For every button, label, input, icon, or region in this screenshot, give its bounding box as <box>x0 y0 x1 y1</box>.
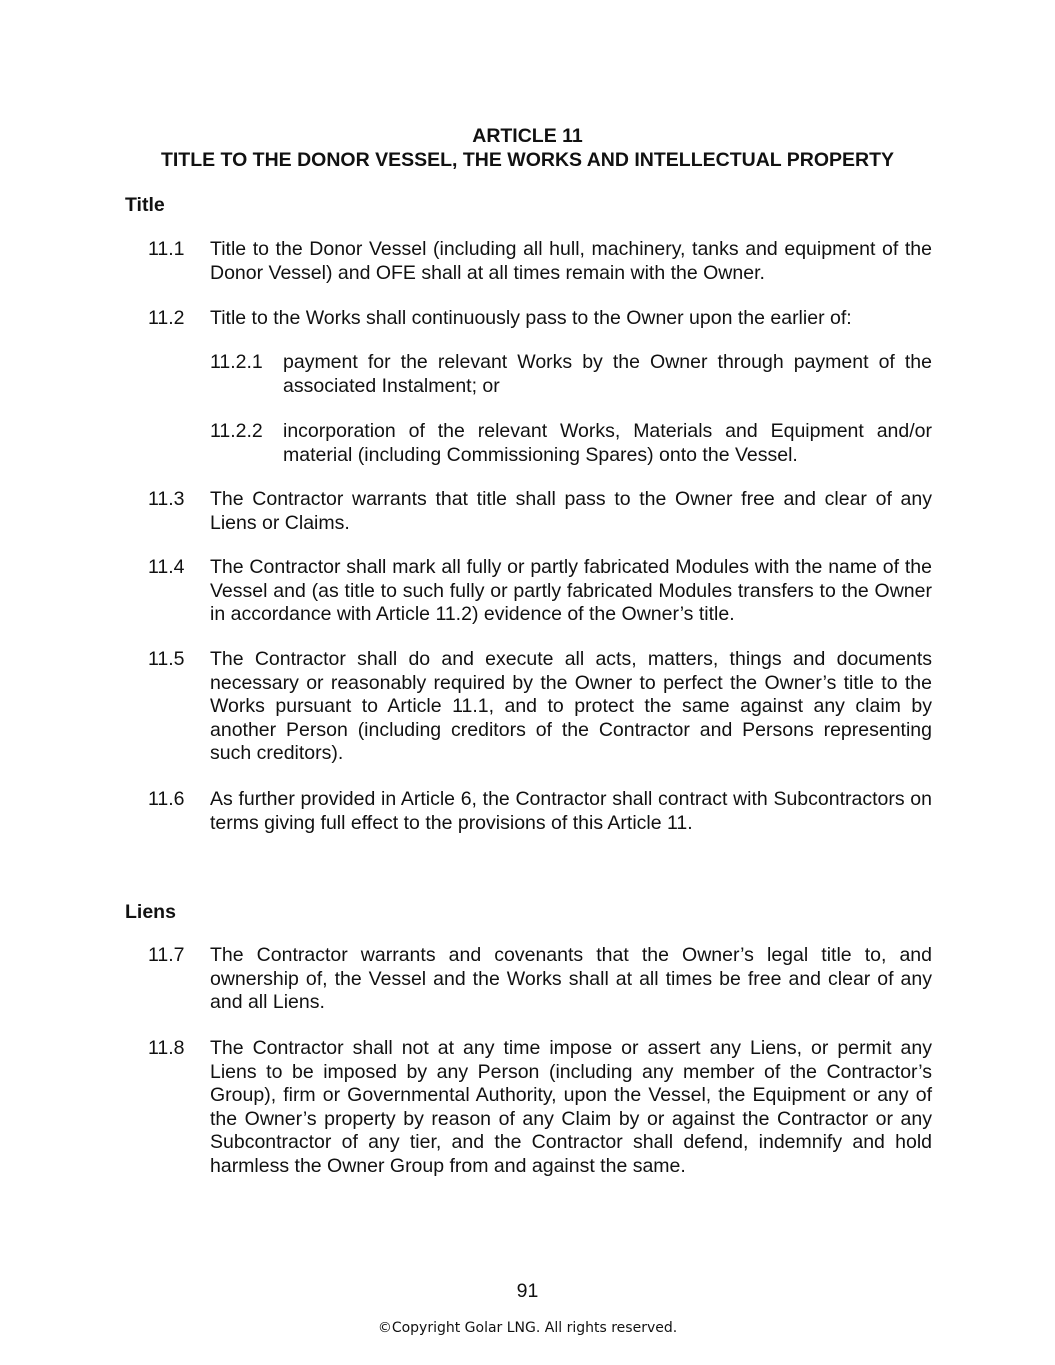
clause-number: 11.4 <box>148 556 185 578</box>
clause-text: payment for the relevant Works by the Owner through payment of the associated Instalment; or <box>283 351 932 397</box>
copyright-footer: ©Copyright Golar LNG. All rights reserved. <box>377 1320 678 1336</box>
clause-number: 11.5 <box>148 648 185 670</box>
clause-11-2-1 <box>210 351 932 398</box>
clause-text: The Contractor warrants that title shall pass to the Owner free and clear of any Liens or Claims. <box>210 488 932 534</box>
clause-text: Title to the Works shall continuously pass to the Owner upon the earlier of: <box>210 307 852 329</box>
clause-text: Title to the Donor Vessel (including all hull, machinery, tanks and equipment of the Donor Vessel) and OFE shall at all times remain with the Owner. <box>210 238 932 284</box>
clause-number: 11.7 <box>148 944 185 966</box>
clause-text: As further provided in Article 6, the Contractor shall contract with Subcontractors on terms giving full effect to the provisions of this Article 11. <box>210 788 932 834</box>
clause-text: The Contractor warrants and covenants that the Owner’s legal title to, and ownership of, the Vessel and the Works shall at all times be free and clear of any and all Liens. <box>210 944 932 1013</box>
clause-number: 11.2.2 <box>210 420 263 442</box>
clause-number: 11.8 <box>148 1037 185 1059</box>
clause-number: 11.3 <box>148 488 185 510</box>
clause-11-1 <box>148 238 932 285</box>
clause-11-2-2 <box>210 420 932 467</box>
article-number: ARTICLE 11 <box>472 125 583 147</box>
clause-number: 11.1 <box>148 238 185 260</box>
section-heading-title: Title <box>125 194 165 216</box>
clause-text: The Contractor shall not at any time impose or assert any Liens, or permit any Liens to be imposed by any Person (including any member of the Contractor’s Group), firm or Governmental Authority, upon the Vessel, the Equipment or any of the Owner’s property by reason of any Claim by or against the Contractor or any Subcontractor of any tier, and the Contractor shall defend, indemnify and hold harmless the Owner Group from and against the same. <box>210 1037 932 1177</box>
clause-11-8 <box>148 1037 932 1178</box>
section-heading-liens: Liens <box>125 901 176 923</box>
clause-11-5 <box>148 648 932 766</box>
page-number: 91 <box>516 1280 539 1302</box>
clause-number: 11.2.1 <box>210 351 263 373</box>
clause-number: 11.6 <box>148 788 185 810</box>
clause-11-2 <box>148 307 932 331</box>
clause-11-3 <box>148 488 932 535</box>
clause-text: The Contractor shall mark all fully or partly fabricated Modules with the name of the Vessel and (as title to such fully or partly fabricated Modules transfers to the Owner in accordance with Article 11.2) evidence of the Owner’s title. <box>210 556 932 625</box>
clause-11-6 <box>148 788 932 835</box>
clause-text: The Contractor shall do and execute all acts, matters, things and documents necessary or reasonably required by the Owner to perfect the Owner’s title to the Works pursuant to Article 11.1, and to protect the same against any claim by another Person (including creditors of the Contractor and Persons representing such creditors). <box>210 648 932 764</box>
article-title: TITLE TO THE DONOR VESSEL, THE WORKS AND INTELLECTUAL PROPERTY <box>160 149 895 171</box>
clause-text: incorporation of the relevant Works, Materials and Equipment and/or material (including Commissioning Spares) onto the Vessel. <box>283 420 932 466</box>
clause-11-7 <box>148 944 932 1015</box>
article-heading <box>0 124 1055 172</box>
clause-11-4 <box>148 556 932 627</box>
clause-number: 11.2 <box>148 307 185 329</box>
